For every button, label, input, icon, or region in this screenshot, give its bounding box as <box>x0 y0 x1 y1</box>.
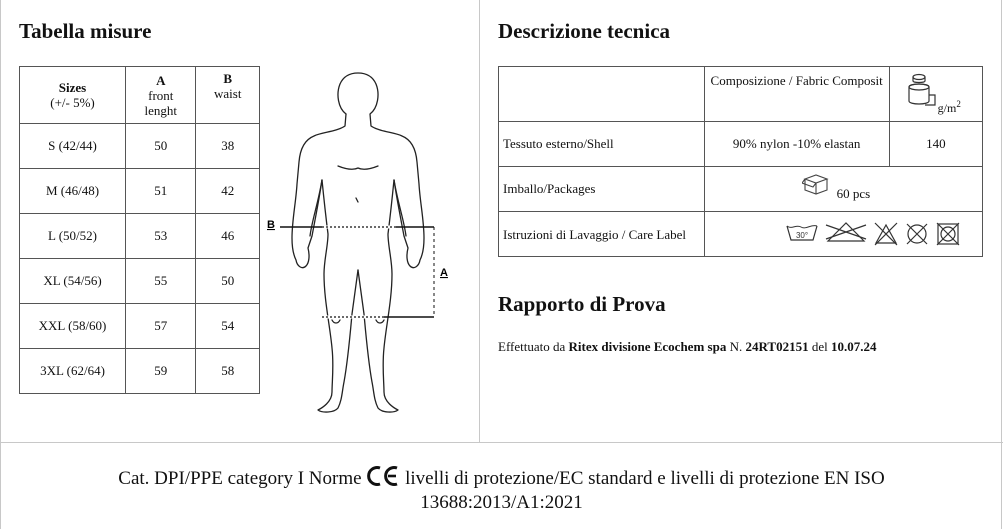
table-row <box>20 124 260 169</box>
report-number: 24RT02151 <box>745 339 809 354</box>
footer-line-1: Cat. DPI/PPE category I Norme livelli di protezione/EC standard e livelli di protezione EN ISO <box>0 465 1003 491</box>
waist-cell: 50 <box>196 259 260 304</box>
front-length-cell: 50 <box>126 124 196 169</box>
no-dry-clean-icon <box>904 221 930 247</box>
table-row <box>20 349 260 394</box>
table-row <box>20 214 260 259</box>
size-cell: XL (54/56) <box>20 259 126 304</box>
column-divider <box>479 0 480 442</box>
gsm-unit: $g/m^2$ <box>937 99 961 115</box>
report-title: Rapporto di Prova <box>498 292 666 316</box>
table-row <box>20 304 260 349</box>
no-tumble-dry-icon <box>935 221 961 247</box>
weight-icon <box>905 71 939 107</box>
weight-header <box>889 67 982 122</box>
table-row <box>499 212 983 257</box>
table-row <box>499 167 983 212</box>
packages-label: Imballo/Packages <box>499 167 705 212</box>
no-bleach-icon <box>824 221 868 247</box>
table-row <box>20 169 260 214</box>
packages-value: 60 pcs <box>836 186 871 201</box>
waist-cell: 58 <box>196 349 260 394</box>
size-cell: XXL (58/60) <box>20 304 126 349</box>
wash-30-icon <box>785 221 819 247</box>
tech-header-empty <box>499 67 705 122</box>
packages-value-cell <box>704 167 982 212</box>
size-cell: M (46/48) <box>20 169 126 214</box>
measure-b-label: B <box>267 219 275 231</box>
ce-mark-icon <box>366 465 400 487</box>
front-length-header: A front lenght <box>126 67 196 124</box>
footer-text <box>0 465 1003 515</box>
size-cell: L (50/52) <box>20 214 126 259</box>
page-edge-right <box>1001 0 1002 529</box>
shell-label: Tessuto esterno/Shell <box>499 122 705 167</box>
tech-title: Descrizione tecnica <box>498 19 671 43</box>
page-edge-left <box>0 0 1 529</box>
composition-header: Composizione / Fabric Composit <box>704 67 889 122</box>
waist-cell: 46 <box>196 214 260 259</box>
size-table <box>19 66 260 394</box>
footer-divider <box>0 442 1003 443</box>
front-length-cell: 59 <box>126 349 196 394</box>
front-length-cell: 57 <box>126 304 196 349</box>
svg-text:30°: 30° <box>796 231 809 240</box>
footer-line-2: 13688:2013/A1:2021 <box>420 492 583 513</box>
waist-header: B waist <box>196 67 260 124</box>
size-table-title: Tabella misure <box>19 19 152 43</box>
table-row <box>499 122 983 167</box>
front-length-cell: 55 <box>126 259 196 304</box>
tech-table <box>498 66 983 257</box>
report-company: Ritex divisione Ecochem spa <box>568 339 727 354</box>
waist-cell: 54 <box>196 304 260 349</box>
report-text: Effettuato da Ritex divisione Ecochem spa N. 24RT02151 del 10.07.24 <box>498 339 877 354</box>
waist-cell: 38 <box>196 124 260 169</box>
front-length-cell: 53 <box>126 214 196 259</box>
measure-a-label: A <box>440 267 448 279</box>
table-row <box>20 259 260 304</box>
box-icon <box>802 173 830 195</box>
care-label: Istruzioni di Lavaggio / Care Label <box>499 212 705 257</box>
care-symbols <box>704 212 982 257</box>
waist-cell: 42 <box>196 169 260 214</box>
no-iron-icon <box>873 221 899 247</box>
size-cell: 3XL (62/64) <box>20 349 126 394</box>
body-measurement-figure <box>262 70 462 418</box>
size-header: Sizes (+/- 5%) <box>20 67 126 124</box>
shell-composition: 90% nylon -10% elastan <box>704 122 889 167</box>
shell-weight: 140 <box>889 122 982 167</box>
front-length-cell: 51 <box>126 169 196 214</box>
size-cell: S (42/44) <box>20 124 126 169</box>
report-date: 10.07.24 <box>830 339 877 354</box>
